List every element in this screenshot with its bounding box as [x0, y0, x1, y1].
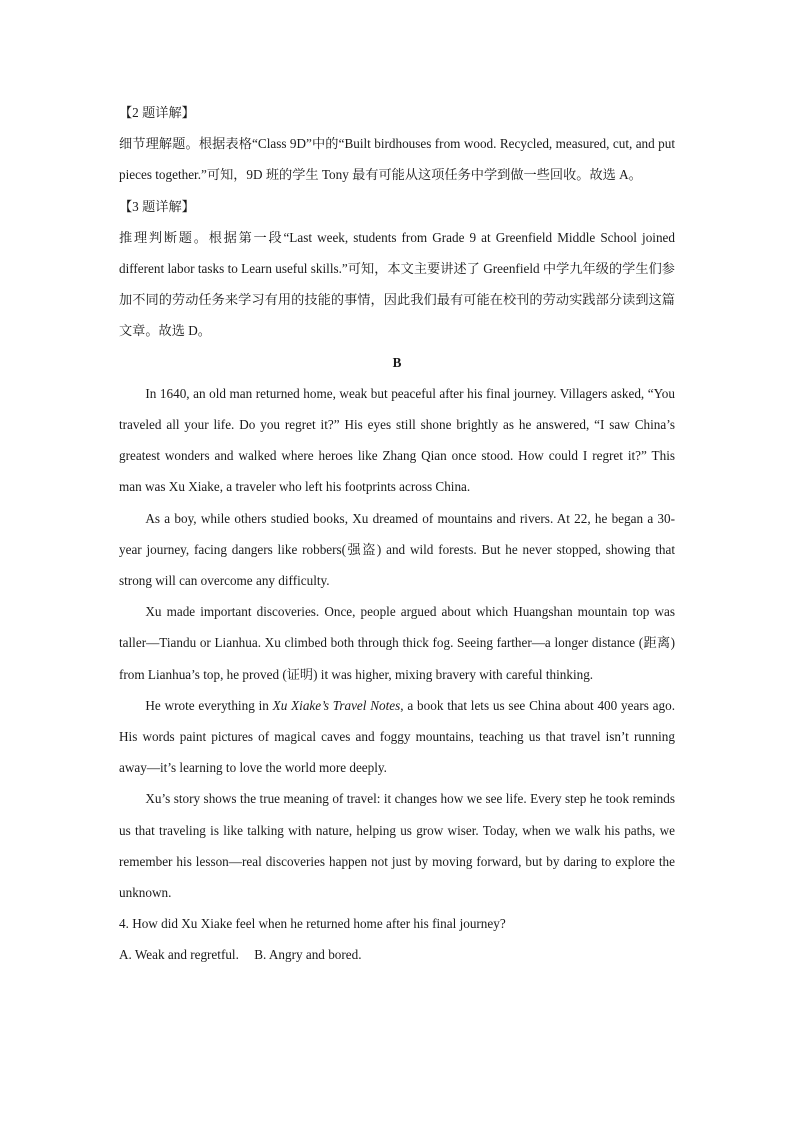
question-4-stem: 4. How did Xu Xiake feel when he returned home after his final journey?: [119, 916, 506, 932]
passage-paragraph-4: [119, 690, 675, 784]
document-page: [119, 97, 675, 971]
q2-heading: 【2 题详解】: [119, 105, 195, 120]
q3-heading: 【3 题详解】: [119, 198, 195, 214]
section-title: B: [392, 354, 402, 370]
option-b: B. Angry and bored.: [254, 947, 362, 963]
paragraph-4-rest: , a book that lets us see China about 400 years ago. His words paint pictures of magical caves and foggy mountains, teaching us that travel isn’t running away—it’s learning to love the world more deeply.: [119, 697, 676, 776]
question-4-options: [119, 939, 675, 970]
passage-paragraph-5: Xu’s story shows the true meaning of travel: it changes how we see life. Every step he took reminds us that traveling is like talking with nature, helping us grow wiser. Today, when we walk his paths, we remember his lesson—real discoveries happen not just by moving forward, but by daring to explore the unknown.: [119, 791, 675, 901]
book-title: Xu Xiake’s Travel Notes: [272, 697, 401, 713]
paragraph-4-intro: He wrote everything in: [145, 697, 273, 713]
q3-explanation: 推理判断题。根据第一段“Last week, students from Grade 9 at Greenfield Middle School joined different labor tasks to Learn useful skills.”可知，本文主要讲述了 Greenfield 中学九年级的学生们参加不同的劳动任务来学习有用的技能的事情，因此我们最有可能在校刊的劳动实践部分读到这篇文章。故选 D。: [119, 229, 675, 339]
passage-paragraph-1: In 1640, an old man returned home, weak but peaceful after his final journey. Villagers asked, “You traveled all your life. Do you regret it?” His eyes still shone brightly as he answered, “I saw China’s greatest wonders and walked where heroes like Zhang Qian once stood. How could I regret it?” This man was Xu Xiake, a traveler who left his footprints across China.: [119, 385, 675, 495]
passage-paragraph-3: Xu made important discoveries. Once, people argued about which Huangshan mountain top was taller—Tiandu or Lianhua. Xu climbed both through thick fog. Seeing farther—a longer distance (距离) from Lianhua’s top, he proved (证明) it was higher, mixing bravery with careful thinking.: [119, 604, 675, 682]
option-a: A. Weak and regretful.: [119, 947, 239, 963]
q2-explanation: 细节理解题。根据表格“Class 9D”中的“Built birdhouses from wood. Recycled, measured, cut, and put pieces together.”可知，9D 班的学生 Tony 最有可能从这项任务中学到做一些回收。故选 A。: [119, 136, 675, 183]
passage-paragraph-2: As a boy, while others studied books, Xu dreamed of mountains and rivers. At 22, he began a 30-year journey, facing dangers like robbers(强盗) and wild forests. But he never stopped, showing that strong will can overcome any difficulty.: [119, 510, 675, 589]
